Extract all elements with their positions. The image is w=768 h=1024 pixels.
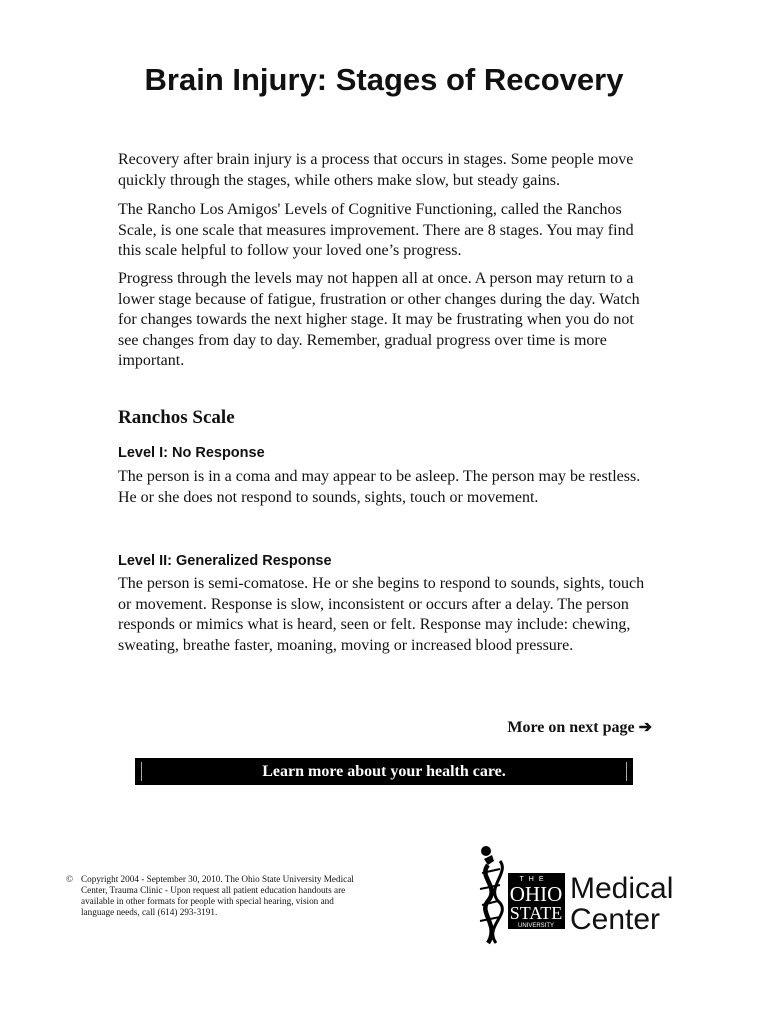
logo-ohio-text: OHIO bbox=[509, 882, 563, 906]
level-1-title: Level I: No Response bbox=[118, 445, 265, 461]
logo-medical-word: Medical bbox=[570, 872, 674, 905]
copyright-notice bbox=[66, 874, 366, 918]
logo-university-text: UNIVERSITY bbox=[517, 923, 555, 929]
logo-center-word: Center bbox=[570, 903, 661, 936]
level-2-text: The person is semi-comatose. He or she begins to respond to sounds, sights, touch or movement. Response is slow, inconsistent or occurs after a delay. The person responds or mimics what is heard, seen or felt. Response may include: chewing, sweating, breathe faster, moaning, moving or increased blood pressure. bbox=[118, 575, 645, 654]
more-on-next-page-link[interactable]: More on next page ➔ bbox=[507, 719, 652, 736]
intro-paragraph-1: Recovery after brain injury is a process that occurs in stages. Some people move quickly through the stages, while others make slow, but steady gains. bbox=[118, 151, 634, 189]
logo-the-text: THE bbox=[519, 876, 549, 883]
copyright-symbol: © bbox=[66, 874, 73, 884]
banner-text: Learn more about your health care. bbox=[262, 763, 506, 780]
section-heading: Ranchos Scale bbox=[118, 407, 235, 428]
intro-paragraph-2: The Rancho Los Amigos' Levels of Cognitive Functioning, called the Ranchos Scale, is one scale that measures improvement. There are 8 stages. You may find this scale helpful to follow your loved one’s progress. bbox=[118, 201, 634, 259]
level-2-title: Level II: Generalized Response bbox=[118, 553, 332, 569]
logo-medical-center-text bbox=[570, 873, 673, 935]
osu-medical-center-logo bbox=[470, 843, 682, 947]
page-title: Brain Injury: Stages of Recovery bbox=[144, 62, 624, 97]
copyright-text: Copyright 2004 - September 30, 2010. The Ohio State University Medical Center, Trauma Clinic - Upon request all patient education handouts are available in other formats for people with special hearing, vision and language needs, call (614) 293-3191. bbox=[81, 874, 354, 917]
banner-divider-right bbox=[626, 762, 627, 781]
level-1-text: The person is in a coma and may appear to be asleep. The person may be restless. He or she does not respond to sounds, sights, touch or movement. bbox=[118, 468, 641, 506]
intro-paragraph-3: Progress through the levels may not happen all at once. A person may return to a lower stage because of fatigue, frustration or other changes during the day. Watch for changes towards the next higher stage. It may be frustrating when you do not see changes from day to day. Remember, gradual progress over time is more important. bbox=[118, 270, 640, 369]
osu-logo-seal bbox=[470, 843, 566, 947]
logo-state-text: STATE bbox=[509, 903, 563, 923]
banner-divider-left bbox=[141, 762, 142, 781]
learn-more-banner bbox=[135, 758, 633, 785]
